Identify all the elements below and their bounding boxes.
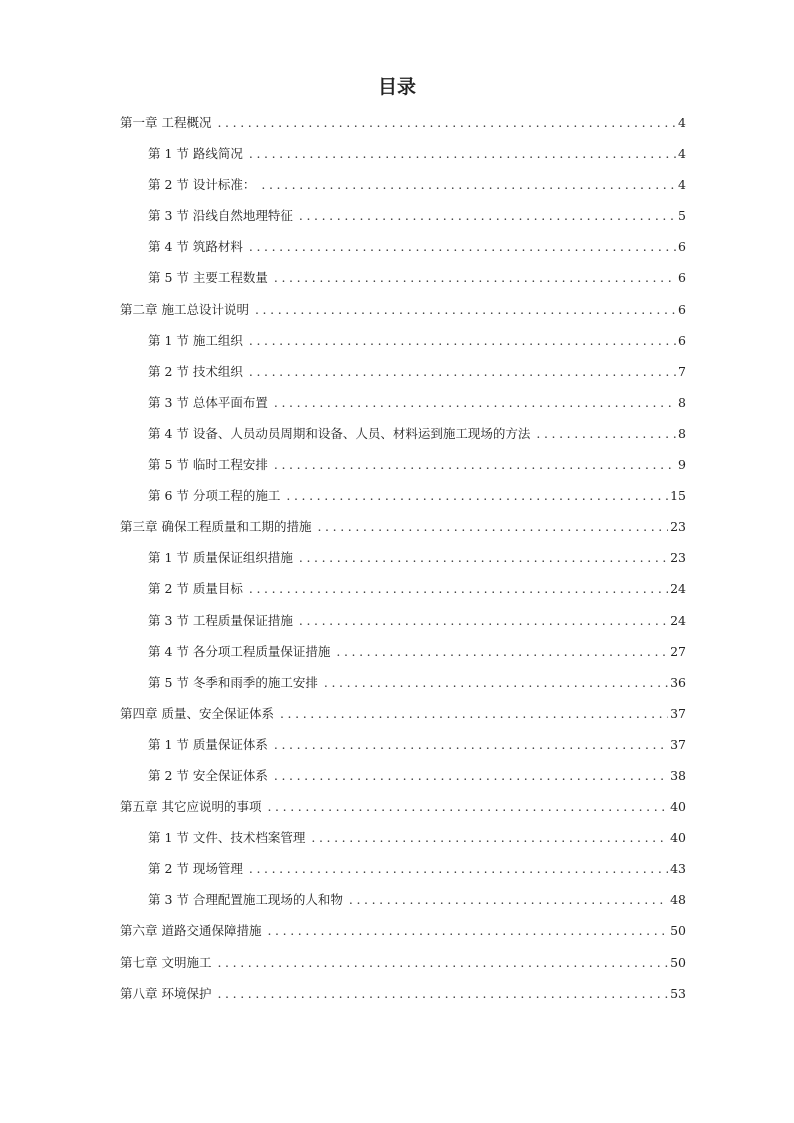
toc-section-entry[interactable] [120,611,686,642]
leader-dots [349,892,668,907]
toc-section-entry[interactable] [120,673,686,704]
toc-entry-page: 23 [670,519,686,535]
leader-dots [255,302,676,317]
toc-entry-label: 第二章 施工总设计说明 [120,301,249,317]
toc-entry-label: 第 2 节 质量目标 [148,581,243,597]
leader-dots [274,270,676,285]
toc-chapter-entry[interactable] [120,300,686,331]
toc-entry-label: 第 3 节 沿线自然地理特征 [148,208,293,224]
toc-entry-label: 第 4 节 筑路材料 [148,239,243,255]
toc-section-entry[interactable] [120,175,686,206]
toc-entry-page: 36 [670,674,686,690]
leader-dots [286,488,668,503]
leader-dots [217,986,668,1001]
leader-dots [267,923,668,938]
toc-entry-label: 第七章 文明施工 [120,954,212,970]
table-of-contents [120,113,686,1015]
toc-chapter-entry[interactable] [120,797,686,828]
leader-dots [274,395,676,410]
leader-dots [311,830,668,845]
toc-section-entry[interactable] [120,362,686,393]
toc-entry-page: 40 [670,830,686,846]
toc-entry-page: 4 [678,146,686,162]
leader-dots [317,519,668,534]
toc-section-entry[interactable] [120,237,686,268]
toc-entry-label: 第 2 节 设计标准： [148,177,256,193]
toc-section-entry[interactable] [120,268,686,299]
toc-entry-label: 第 4 节 各分项工程质量保证措施 [148,643,331,659]
toc-entry-page: 24 [670,612,686,628]
toc-section-entry[interactable] [120,206,686,237]
leader-dots [267,799,668,814]
toc-section-entry[interactable] [120,455,686,486]
toc-entry-label: 第 5 节 冬季和雨季的施工安排 [148,674,318,690]
toc-section-entry[interactable] [120,890,686,921]
leader-dots [249,239,676,254]
toc-section-entry[interactable] [120,579,686,610]
leader-dots [299,208,676,223]
toc-section-entry[interactable] [120,486,686,517]
toc-entry-label: 第六章 道路交通保障措施 [120,923,262,939]
toc-entry-label: 第 1 节 质量保证体系 [148,736,268,752]
toc-section-entry[interactable] [120,331,686,362]
toc-entry-label: 第 1 节 质量保证组织措施 [148,550,293,566]
leader-dots [274,737,668,752]
toc-entry-page: 4 [678,177,686,193]
toc-entry-page: 53 [670,985,686,1001]
leader-dots [249,333,676,348]
toc-entry-page: 40 [670,799,686,815]
toc-section-entry[interactable] [120,144,686,175]
toc-entry-page: 7 [678,363,686,379]
leader-dots [299,613,668,628]
toc-section-entry[interactable] [120,766,686,797]
toc-chapter-entry[interactable] [120,984,686,1015]
toc-title: 目录 [377,76,416,98]
toc-chapter-entry[interactable] [120,953,686,984]
leader-dots [249,861,668,876]
leader-dots [274,457,676,472]
toc-entry-label: 第 4 节 设备、人员动员周期和设备、人员、材料运到施工现场的方法 [148,425,531,441]
toc-entry-page: 6 [678,270,686,286]
toc-entry-page: 37 [670,705,686,721]
toc-entry-page: 8 [678,394,686,410]
leader-dots [249,364,676,379]
toc-entry-page: 6 [678,332,686,348]
leader-dots [249,146,676,161]
leader-dots [217,115,676,130]
toc-entry-label: 第一章 工程概况 [120,115,212,130]
leader-dots [280,706,668,721]
toc-entry-label: 第 5 节 主要工程数量 [148,270,268,286]
toc-entry-label: 第 2 节 现场管理 [148,861,243,877]
toc-entry-label: 第 1 节 文件、技术档案管理 [148,830,306,846]
toc-section-entry[interactable] [120,859,686,890]
toc-entry-page: 43 [670,861,686,877]
toc-entry-page: 50 [670,954,686,970]
leader-dots [249,581,668,596]
toc-entry-page: 15 [670,488,686,504]
toc-entry-page: 9 [678,457,686,473]
toc-entry-page: 23 [670,550,686,566]
toc-entry-label: 第八章 环境保护 [120,985,212,1001]
toc-entry-page: 8 [678,425,686,441]
toc-chapter-entry[interactable] [120,113,686,144]
toc-entry-label: 第 3 节 工程质量保证措施 [148,612,293,628]
toc-entry-page: 38 [670,767,686,783]
leader-dots [324,675,668,690]
toc-entry-page: 5 [678,208,686,224]
toc-section-entry[interactable] [120,393,686,424]
toc-entry-label: 第 3 节 合理配置施工现场的人和物 [148,892,343,908]
toc-section-entry[interactable] [120,642,686,673]
toc-section-entry[interactable] [120,735,686,766]
toc-entry-label: 第 6 节 分项工程的施工 [148,488,281,504]
toc-entry-page: 27 [670,643,686,659]
toc-entry-page: 50 [670,923,686,939]
leader-dots [274,768,668,783]
leader-dots [217,955,668,970]
toc-entry-label: 第四章 质量、安全保证体系 [120,705,274,721]
toc-entry-page: 4 [678,115,686,130]
toc-entry-label: 第 2 节 安全保证体系 [148,767,268,783]
leader-dots [299,550,668,565]
toc-chapter-entry[interactable] [120,704,686,735]
toc-entry-label: 第 3 节 总体平面布置 [148,394,268,410]
toc-entry-page: 6 [678,301,686,317]
toc-chapter-entry[interactable] [120,921,686,952]
toc-chapter-entry[interactable] [120,517,686,548]
leader-dots [261,177,676,192]
toc-entry-label: 第 2 节 技术组织 [148,363,243,379]
toc-entry-label: 第三章 确保工程质量和工期的措施 [120,519,312,535]
leader-dots [336,644,668,659]
toc-section-entry[interactable] [120,828,686,859]
toc-section-entry[interactable] [120,424,686,455]
toc-entry-label: 第五章 其它应说明的事项 [120,799,262,815]
toc-entry-page: 6 [678,239,686,255]
toc-entry-label: 第 1 节 路线简况 [148,146,243,162]
toc-entry-page: 37 [670,736,686,752]
toc-entry-page: 48 [670,892,686,908]
toc-entry-label: 第 1 节 施工组织 [148,332,243,348]
toc-entry-label: 第 5 节 临时工程安排 [148,457,268,473]
leader-dots [536,426,676,441]
toc-section-entry[interactable] [120,548,686,579]
toc-entry-page: 24 [670,581,686,597]
